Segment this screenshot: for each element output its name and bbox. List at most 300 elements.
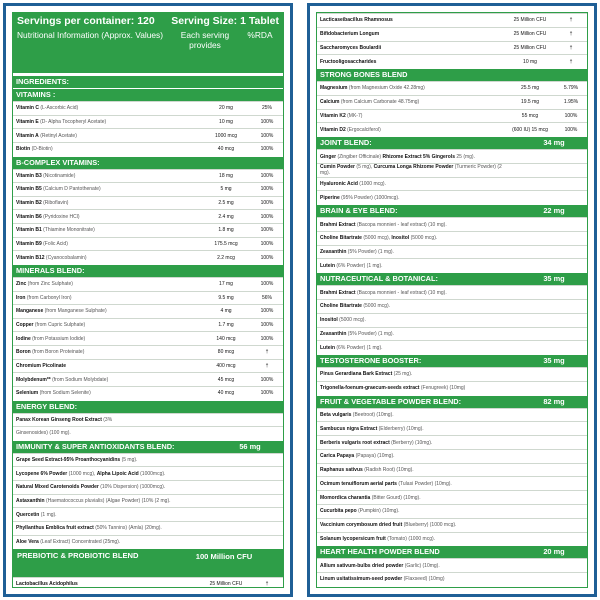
ingredient-label: Vitamin K2	[320, 112, 346, 119]
rda-value: 100%	[564, 126, 578, 133]
ingredient-source: (Bacopa monnieri - leaf extract) (10 mg).	[356, 221, 447, 228]
rda-value: †	[265, 362, 269, 369]
table-row	[13, 115, 283, 129]
ingredient-source: (Haematococcus pluvialis) (Algae Powder) (10% (2 mg).	[46, 497, 171, 504]
rda-value: 100%	[260, 132, 274, 139]
section-title: NUTRACEUTICAL & BOTANICAL:	[320, 274, 438, 284]
amount-value: 20 mg	[219, 105, 233, 112]
amount-value: 45 mcg	[217, 376, 235, 383]
ingredient-name	[320, 181, 502, 187]
ingredient-name	[16, 133, 198, 139]
table-row	[13, 494, 283, 508]
ingredient-label: Vitamin B9	[16, 240, 42, 247]
table-row	[13, 521, 283, 535]
section-title: IMMUNITY & SUPER ANTIOXIDANTS BLEND:	[16, 441, 175, 451]
ingredient-source: (Thiamine Mononitrate)	[43, 227, 95, 234]
table-row	[317, 490, 587, 504]
rda-value: †	[569, 17, 573, 24]
ingredient-source: (6% Powder) (1 mg).	[336, 262, 383, 269]
ingredient-source: (5000 mcg).	[339, 317, 366, 324]
ingredient-source: (5000 mcg),	[363, 235, 391, 242]
ingredient-source: (from Magnesium Oxide 42.28mg)	[348, 85, 425, 92]
ingredient-name	[320, 371, 502, 377]
amount-value: 25 Million CFU	[513, 17, 547, 24]
ingredient-label: Fructooligosaccharides	[320, 58, 377, 65]
ingredient-name	[16, 512, 198, 518]
table-row	[317, 367, 587, 381]
table-row	[317, 231, 587, 245]
ingredient-label: Zinc	[16, 281, 27, 288]
serving-size-text: Serving Size: 1 Tablet	[171, 15, 279, 27]
ingredient-label: Beta vulgaris	[320, 411, 352, 418]
ingredient-label: Quercetin	[16, 511, 40, 518]
ingredient-label: Phyllanthus Emblica fruit extract	[16, 525, 94, 532]
amount-value: (600 IU) 15 mcg	[512, 126, 548, 133]
ingredient-source: (5 mg).	[121, 457, 138, 464]
ingredient-name	[320, 440, 502, 446]
ingredient-label: Aloe Vera	[16, 538, 39, 545]
ingredient-label: Carica Papaya	[320, 453, 355, 460]
amount-value: 10 mg	[523, 58, 537, 65]
ingredient-label: Panax Korean Ginseng Root Extract	[16, 416, 102, 423]
table-row	[317, 109, 587, 123]
rda-value: 100%	[260, 390, 274, 397]
ingredient-source: (Blueberry) (1000 mcg).	[403, 522, 457, 529]
ingredient-name	[320, 222, 502, 228]
ingredient-source: (50% Tannins) (Amla) (20mg).	[95, 525, 162, 532]
rda-value: 100%	[260, 186, 274, 193]
ingredient-source: (Pyridoxine HCl)	[43, 213, 80, 220]
section-header	[13, 88, 283, 101]
rda-value: 100%	[260, 146, 274, 153]
ingredient-source: (Berberry) (10mg).	[391, 439, 433, 446]
table-row	[317, 54, 587, 68]
table-row	[13, 413, 283, 427]
table-row	[317, 149, 587, 163]
ingredient-name	[16, 581, 198, 587]
ingredient-label: Vitamin B3	[16, 172, 42, 179]
ingredient-label: Natural Mixed Carotenoids Powder	[16, 484, 99, 491]
each-serving-text: Each serving provides	[180, 30, 230, 50]
section-header	[13, 400, 283, 413]
ingredient-name	[16, 227, 198, 233]
ingredient-label: Ginger	[320, 153, 337, 160]
section-header	[317, 204, 587, 217]
ingredient-label: Raphanus sativus	[320, 467, 363, 474]
right-table	[316, 12, 588, 588]
section-header	[317, 136, 587, 149]
rda-value: †	[569, 44, 573, 51]
ingredient-source: (Cyanocobalamin)	[45, 254, 87, 261]
rda-value: 100%	[260, 200, 274, 207]
table-row	[13, 359, 283, 373]
table-row	[13, 507, 283, 521]
ingredient-source: (Beetroot) (10mg).	[352, 411, 394, 418]
amount-value: 10 mg	[219, 118, 233, 125]
rda-value: 100%	[260, 376, 274, 383]
section-title: PREBIOTIC & PROBIOTIC BLEND	[17, 551, 139, 561]
table-row	[13, 345, 283, 359]
amount-value: 25 Million CFU	[513, 31, 547, 38]
table-row	[317, 245, 587, 259]
ingredient-name	[16, 281, 198, 287]
ingredient-label: Lycopene 6% Powder	[16, 470, 68, 477]
table-row	[13, 277, 283, 291]
ingredient-label: Trigonella-foenum-graecum-seeds extract	[320, 385, 420, 392]
ingredient-name	[320, 235, 502, 241]
table-row	[317, 258, 587, 272]
ingredient-name	[320, 290, 502, 296]
ingredient-name	[16, 390, 198, 396]
ingredient-label: Solanum lycopersicum fruit	[320, 535, 386, 542]
ingredient-name	[16, 457, 198, 463]
section-amount: 35 mg	[543, 274, 565, 284]
table-row	[317, 518, 587, 532]
table-row	[317, 558, 587, 572]
table-row	[317, 163, 587, 177]
ingredient-source: (Retinyl Acetate)	[40, 132, 77, 139]
section-amount: 35 mg	[543, 356, 565, 366]
table-row	[13, 480, 283, 494]
rda-value: 1.95%	[563, 99, 579, 106]
ingredient-source: (from Sodium Molybdate)	[52, 376, 109, 383]
ingredient-label: Inositol	[320, 317, 338, 324]
rda-value: 100%	[260, 240, 274, 247]
table-row	[317, 532, 587, 546]
table-row	[317, 463, 587, 477]
amount-value: 140 mcg	[216, 335, 236, 342]
ingredient-label: Brahmi Extract	[320, 221, 356, 228]
rda-value: †	[569, 58, 573, 65]
ingredient-name	[320, 303, 502, 309]
ingredient-name	[16, 119, 198, 125]
ingredient-name	[16, 484, 198, 490]
ingredient-source: (5% Powder) (1 mg).	[347, 249, 394, 256]
ingredient-label: Vitamin A	[16, 132, 39, 139]
section-title: STRONG BONES BLEND	[320, 70, 408, 80]
amount-value: 400 mcg	[216, 362, 236, 369]
ingredient-name	[320, 453, 502, 459]
table-row	[13, 386, 283, 400]
section-title: B-COMPLEX VITAMINS:	[16, 157, 100, 167]
ingredient-label: Molybdenum**	[16, 376, 51, 383]
ingredient-name	[16, 173, 198, 179]
table-row	[13, 466, 283, 480]
left-table	[12, 12, 284, 588]
rda-value: †	[265, 349, 269, 356]
ingredient-label: Selenium	[16, 390, 39, 397]
ingredient-name	[320, 99, 502, 105]
ingredient-name	[16, 255, 198, 261]
ingredient-label: Saccharomyces Boulardii	[320, 44, 382, 51]
section-header	[317, 354, 587, 367]
rda-value: 100%	[260, 254, 274, 261]
table-row	[13, 237, 283, 251]
rda-value: 56%	[261, 294, 272, 301]
table-row	[13, 128, 283, 142]
ingredient-name	[320, 495, 502, 501]
table-row	[13, 304, 283, 318]
table-row	[13, 182, 283, 196]
section-header	[317, 68, 587, 81]
ingredient-label: Vitamin C	[16, 105, 39, 112]
amount-value: 40 mcg	[217, 146, 235, 153]
section-header	[13, 440, 283, 453]
ingredient-name	[320, 85, 502, 91]
rda-value: 100%	[260, 227, 274, 234]
ingredient-source: (Riboflavin)	[43, 200, 69, 207]
ingredient-name	[320, 317, 502, 323]
amount-value: 25 Million CFU	[513, 44, 547, 51]
amount-value: 1.7 mg	[218, 322, 234, 329]
amount-value: 25.5 mg	[520, 85, 540, 92]
ingredient-label: Curcuma Longa Rhizome Powder	[373, 164, 454, 171]
table-row	[317, 217, 587, 231]
section-title: FRUIT & VEGETABLE POWDER BLEND:	[320, 396, 462, 406]
ingredient-label: Sambucus nigra Extract	[320, 425, 378, 432]
ingredient-label: Lutein	[320, 262, 335, 269]
amount-value: 1.8 mg	[218, 227, 234, 234]
ingredient-label: Lacticaseibacillus Rhamnosus	[320, 17, 393, 24]
table-row	[13, 426, 283, 440]
ingredient-name	[320, 481, 502, 487]
table-row	[13, 142, 283, 156]
rda-value: 100%	[260, 322, 274, 329]
table-row	[13, 209, 283, 223]
section-title: ENERGY BLEND:	[16, 401, 78, 411]
ingredient-label: Brahmi Extract	[320, 289, 356, 296]
right-list	[317, 13, 587, 586]
ingredient-name	[320, 127, 502, 133]
ingredient-source: (Papaya) (10mg).	[355, 453, 395, 460]
table-row	[13, 101, 283, 115]
rda-value: 100%	[260, 118, 274, 125]
amount-value: 2.2 mcg	[217, 254, 235, 261]
ingredient-label: Lutein	[320, 344, 335, 351]
section-header	[13, 264, 283, 277]
ingredient-label: Vaccinium corymbosum dried fruit	[320, 522, 403, 529]
amount-value: 19.5 mg	[520, 99, 540, 106]
table-row	[317, 13, 587, 27]
section-amount: 82 mg	[543, 396, 565, 406]
ingredient-label: Linum usitatissimum-seed powder	[320, 576, 403, 583]
table-row	[13, 318, 283, 332]
ingredient-source: (5000 mcg).	[410, 235, 438, 242]
ingredient-label: Lactobacillus Acidophilus	[16, 581, 78, 588]
amount-value: 1000 mcg	[215, 132, 237, 139]
ingredient-name	[16, 363, 198, 369]
section-title: BRAIN & EYE BLEND:	[320, 206, 398, 216]
ingredient-label: Astaxanthin	[16, 497, 45, 504]
ingredient-label: Zeaxanthin	[320, 249, 347, 256]
ingredient-name	[320, 17, 502, 23]
ingredient-name	[16, 377, 198, 383]
ingredient-label: Chromium Picolinate	[16, 362, 67, 369]
amount-value: 2.4 mg	[218, 213, 234, 220]
table-row	[317, 27, 587, 41]
ingredient-name	[16, 186, 198, 192]
ingredient-label: Alpha Lipoic Acid	[96, 470, 139, 477]
ingredient-source: (from Calcium Carbonate 48.75mg)	[340, 99, 420, 106]
section-amount: 34 mg	[543, 138, 565, 148]
ingredient-name	[16, 498, 198, 504]
ingredient-name	[16, 308, 198, 314]
section-amount: 22 mg	[543, 206, 565, 216]
table-row	[317, 81, 587, 95]
ingredient-name	[320, 345, 502, 351]
ingredient-label: Allium sativum-bulbs dried powder	[320, 562, 404, 569]
table-row	[13, 331, 283, 345]
ingredient-label: Hyaluronic Acid	[320, 181, 358, 188]
ingredient-name	[16, 241, 198, 247]
ingredient-label: Choline Bitartrate	[320, 235, 362, 242]
table-row	[13, 291, 283, 305]
rda-value: 5.79%	[563, 85, 579, 92]
ingredient-name	[16, 146, 198, 152]
section-title: TESTOSTERONE BOOSTER:	[320, 356, 422, 366]
section-header	[317, 545, 587, 558]
ingredient-label: Cucurbita pepo	[320, 508, 357, 515]
ingredient-name	[320, 154, 502, 160]
ingredient-label: Rhizome Extract 5% Gingerols	[382, 153, 455, 160]
ingredient-label: Zeaxanthin	[320, 330, 347, 337]
ingredient-name	[320, 249, 502, 255]
section-header	[317, 272, 587, 285]
ingredient-source: (from Boron Proteinate)	[32, 349, 85, 356]
ingredient-source: (from Sodium Selenite)	[39, 390, 91, 397]
rda-value: 100%	[260, 172, 274, 179]
ingredient-source: (D-Biotin)	[31, 146, 53, 153]
table-row	[13, 169, 283, 183]
ingredient-label: Vitamin B6	[16, 213, 42, 220]
section-amount: 100 Million CFU	[195, 552, 253, 562]
ingredient-name	[16, 430, 198, 436]
ingredient-name	[320, 195, 502, 201]
amount-value: 5 mg	[220, 186, 232, 193]
table-row	[317, 190, 587, 204]
ingredient-label: Grape Seed Extract-95% Proanthocyanidins	[16, 457, 121, 464]
ingredient-label: Berberis vulgaris root extract	[320, 439, 390, 446]
right-panel	[307, 3, 597, 597]
ingredient-name	[16, 525, 198, 531]
ingredient-name	[320, 522, 502, 528]
ingredient-label: Iodine	[16, 335, 31, 342]
ingredient-label: Magnesium	[320, 85, 348, 92]
left-list	[13, 75, 283, 588]
ingredient-source: (Turmeric Powder) (2 mg).	[320, 164, 502, 177]
table-row	[317, 122, 587, 136]
rda-value: 100%	[260, 213, 274, 220]
ingredient-source: (95% Powder) (1000mcg).	[341, 194, 400, 201]
section-header	[13, 75, 283, 88]
table-row	[317, 572, 587, 586]
ingredient-source: (6% Powder) (1 mg).	[336, 344, 383, 351]
ingredient-label: Inositol	[391, 235, 410, 242]
ingredient-name	[16, 417, 198, 423]
ingredient-name	[320, 508, 502, 514]
ingredient-source: (Elderberry) (10mg).	[378, 425, 424, 432]
table-row	[13, 535, 283, 549]
rda-text: %RDA	[247, 30, 273, 40]
table-row	[317, 449, 587, 463]
ingredient-name	[320, 536, 502, 542]
rda-value: 100%	[260, 335, 274, 342]
rda-value: 25%	[261, 105, 272, 112]
ingredient-label: Pinus Gerardiana Bark Extract	[320, 371, 393, 378]
ingredient-name	[320, 563, 502, 569]
ingredient-source: (1 mg).	[40, 511, 57, 518]
ingredient-source: (5% Powder) (1 mg).	[347, 330, 394, 337]
ingredient-label: Vitamin B5	[16, 186, 42, 193]
left-panel	[3, 3, 293, 597]
amount-value: 25 Million CFU	[209, 581, 243, 588]
rda-value: †	[569, 31, 573, 38]
ingredient-name	[16, 349, 198, 355]
ingredient-label: Choline Bitartrate	[320, 303, 362, 310]
ingredient-source: (Pumpkin) (10mg).	[358, 508, 400, 515]
rda-value: †	[265, 581, 269, 588]
amount-value: 17 mg	[219, 281, 233, 288]
ingredient-source: (Bitter Gourd) (10mg).	[371, 494, 421, 501]
ingredient-source: (from Potassium Iodide)	[32, 335, 86, 342]
ingredient-source: (from Cupric Sulphate)	[34, 322, 86, 329]
section-header	[13, 156, 283, 169]
rda-value: 100%	[260, 308, 274, 315]
ingredient-name	[320, 59, 502, 65]
rda-value: 100%	[260, 281, 274, 288]
ingredient-label: Bifidobacterium Longum	[320, 31, 380, 38]
table-row	[317, 41, 587, 55]
table-row	[317, 313, 587, 327]
label-header	[13, 13, 283, 75]
table-row	[317, 95, 587, 109]
table-row	[317, 421, 587, 435]
ingredient-source: (from Carbonyl Iron)	[26, 294, 72, 301]
ingredient-source: (Radish Root) (10mg).	[364, 467, 414, 474]
ingredient-label: Vitamin D2	[320, 126, 346, 133]
ingredient-name	[320, 576, 502, 582]
section-title: MINERALS BLEND:	[16, 265, 85, 275]
section-title: HEART HEALTH POWDER BLEND	[320, 547, 440, 557]
ingredient-name	[320, 426, 502, 432]
ingredient-name	[320, 113, 502, 119]
ingredient-source: (Leaf Extract) Concentrated (25mg).	[40, 538, 121, 545]
ingredient-name	[16, 105, 198, 111]
section-amount: 20 mg	[543, 547, 565, 557]
amount-value: 40 mcg	[217, 390, 235, 397]
ingredient-label: Cumin Powder	[320, 164, 356, 171]
ingredient-name	[320, 331, 502, 337]
table-row	[13, 577, 283, 588]
table-row	[13, 196, 283, 210]
nutrition-info-text: Nutritional Information (Approx. Values)	[17, 30, 164, 40]
ingredient-source: (1000 mcg).	[359, 181, 386, 188]
ingredient-label: Boron	[16, 349, 31, 356]
table-row	[317, 476, 587, 490]
table-row	[13, 372, 283, 386]
ingredient-label: Piperine	[320, 194, 340, 201]
ingredient-label: Vitamin B2	[16, 200, 42, 207]
ingredient-source: (MK-7)	[347, 112, 363, 119]
ingredient-label: Iron	[16, 294, 26, 301]
ingredient-label: Vitamin B1	[16, 227, 42, 234]
ingredient-source: (5000 mcg).	[363, 303, 391, 310]
ingredient-name	[320, 467, 502, 473]
ingredient-source: (Nicotinamide)	[43, 172, 76, 179]
amount-value: 4 mg	[220, 308, 232, 315]
ingredient-label: Vitamin E	[16, 118, 39, 125]
ingredient-source: (from Manganese Sulphate)	[44, 308, 107, 315]
